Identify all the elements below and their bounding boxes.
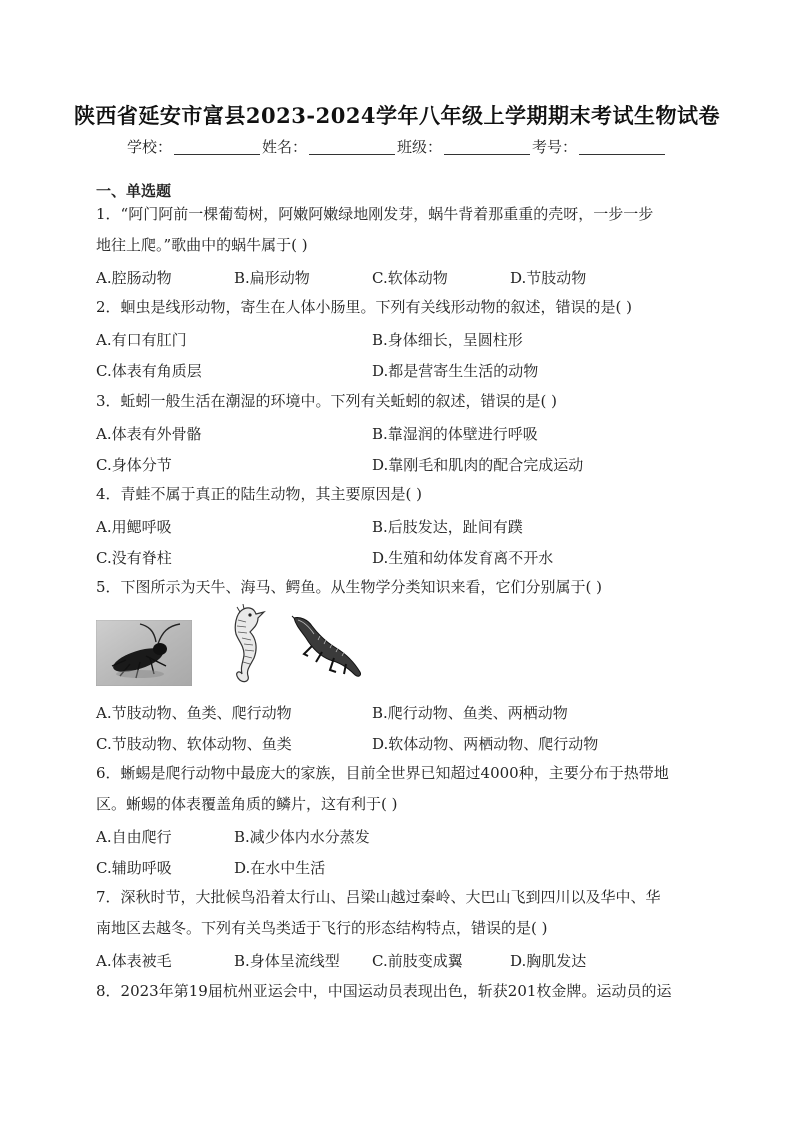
question-8-line-1: 8．2023年第19届杭州亚运会中，中国运动员表现出色，斩获201枚金牌。运动员的运 — [96, 982, 672, 1000]
question-7-line-2: 南地区去越冬。下列有关鸟类适于飞行的形态结构特点，错误的是( ) — [96, 919, 548, 937]
q7-option-a[interactable]: A.体表被毛 — [96, 952, 172, 970]
q3-option-c[interactable]: C.身体分节 — [96, 456, 172, 474]
student-info-row — [0, 136, 794, 157]
name-label: 姓名： — [261, 138, 307, 156]
question-3-line-1: 3．蚯蚓一般生活在潮湿的环境中。下列有关蚯蚓的叙述，错误的是( ) — [96, 392, 558, 410]
q6-option-b[interactable]: B.减少体内水分蒸发 — [234, 828, 370, 846]
q5-option-b[interactable]: B.爬行动物、鱼类、两栖动物 — [372, 704, 568, 722]
q6-option-d[interactable]: D.在水中生活 — [234, 859, 326, 877]
q6-option-a[interactable]: A.自由爬行 — [96, 828, 172, 846]
q7-option-b[interactable]: B.身体呈流线型 — [234, 952, 340, 970]
q3-option-a[interactable]: A.体表有外骨骼 — [96, 425, 202, 443]
question-5-line-1: 5．下图所示为天牛、海马、鳄鱼。从生物学分类知识来看，它们分别属于( ) — [96, 578, 603, 596]
q1-option-a[interactable]: A.腔肠动物 — [96, 269, 172, 287]
q5-option-d[interactable]: D.软体动物、两栖动物、爬行动物 — [372, 735, 599, 753]
question-7-line-1: 7．深秋时节，大批候鸟沿着太行山、吕梁山越过秦岭、大巴山飞到四川以及华中、华 — [96, 888, 661, 906]
q1-option-d[interactable]: D.节肢动物 — [510, 269, 587, 287]
q5-figures — [96, 604, 386, 688]
school-label: 学校： — [126, 138, 172, 156]
crocodile-drawing-icon — [290, 612, 366, 684]
q5-option-a[interactable]: A.节肢动物、鱼类、爬行动物 — [96, 704, 292, 722]
q4-option-a[interactable]: A.用鳃呼吸 — [96, 518, 172, 536]
school-blank[interactable] — [174, 139, 260, 155]
q4-option-d[interactable]: D.生殖和幼体发育离不开水 — [372, 549, 554, 567]
seahorse-drawing-icon — [220, 604, 268, 686]
class-blank[interactable] — [444, 139, 530, 155]
q3-option-b[interactable]: B.靠湿润的体壁进行呼吸 — [372, 425, 538, 443]
q3-option-d[interactable]: D.靠刚毛和肌肉的配合完成运动 — [372, 456, 584, 474]
q7-option-d[interactable]: D.胸肌发达 — [510, 952, 587, 970]
question-4-line-1: 4．青蛙不属于真正的陆生动物，其主要原因是( ) — [96, 485, 423, 503]
q2-option-d[interactable]: D.都是营寄生生活的动物 — [372, 362, 539, 380]
q4-option-b[interactable]: B.后肢发达，趾间有蹼 — [372, 518, 523, 536]
question-2-line-1: 2．蛔虫是线形动物，寄生在人体小肠里。下列有关线形动物的叙述，错误的是( ) — [96, 298, 633, 316]
name-blank[interactable] — [309, 139, 395, 155]
q7-option-c[interactable]: C.前肢变成翼 — [372, 952, 463, 970]
question-1-line-1: 1．“阿门阿前一棵葡萄树，阿嫩阿嫩绿地刚发芽，蜗牛背着那重重的壳呀，一步一步 — [96, 205, 654, 223]
question-1-line-2: 地往上爬。”歌曲中的蜗牛属于( ) — [96, 236, 308, 254]
q2-option-b[interactable]: B.身体细长，呈圆柱形 — [372, 331, 523, 349]
class-label: 班级： — [397, 138, 443, 156]
q4-option-c[interactable]: C.没有脊柱 — [96, 549, 172, 567]
question-6-line-1: 6．蜥蜴是爬行动物中最庞大的家族，目前全世界已知超过4000种，主要分布于热带地 — [96, 764, 669, 782]
beetle-photo-icon — [96, 620, 192, 686]
section-heading: 一、单选题 — [96, 182, 172, 200]
q1-option-b[interactable]: B.扁形动物 — [234, 269, 310, 287]
exam-number-label: 考号： — [532, 138, 578, 156]
exam-number-blank[interactable] — [579, 139, 665, 155]
q2-option-c[interactable]: C.体表有角质层 — [96, 362, 202, 380]
q1-option-c[interactable]: C.软体动物 — [372, 269, 448, 287]
exam-title: 陕西省延安市富县2023-2024学年八年级上学期期末考试生物试卷 — [73, 103, 721, 128]
q6-option-c[interactable]: C.辅助呼吸 — [96, 859, 172, 877]
q2-option-a[interactable]: A.有口有肛门 — [96, 331, 187, 349]
question-6-line-2: 区。蜥蜴的体表覆盖角质的鳞片，这有利于( ) — [96, 795, 398, 813]
q5-option-c[interactable]: C.节肢动物、软体动物、鱼类 — [96, 735, 292, 753]
